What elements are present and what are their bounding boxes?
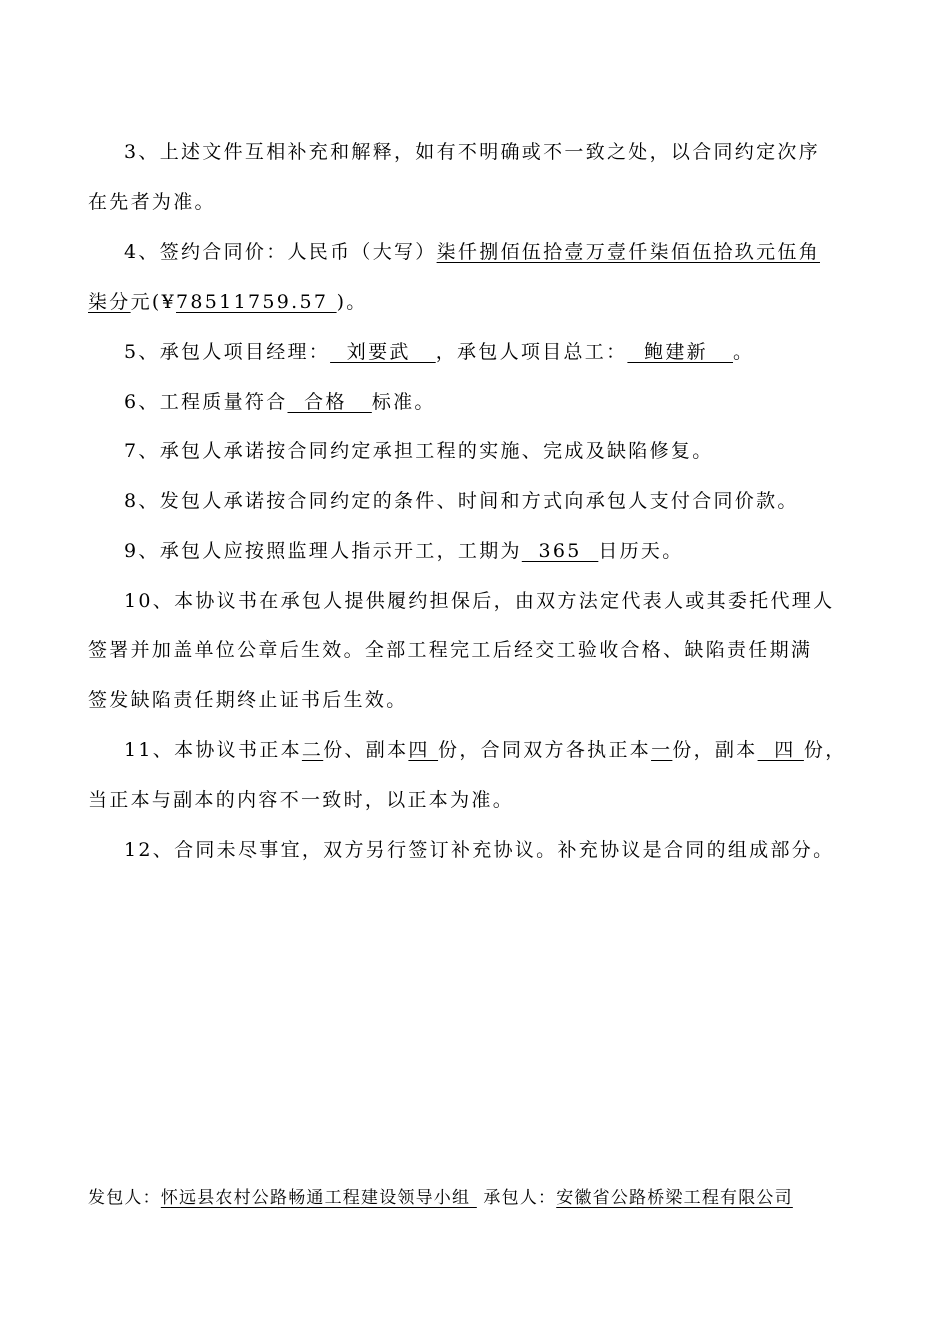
clause-4-suffix: )。 — [336, 291, 368, 313]
signature-line — [88, 1184, 793, 1212]
clause-8: 8、发包人承诺按合同约定的条件、时间和方式向承包人支付合同价款。 — [124, 490, 799, 512]
clause-11-line-2: 当正本与副本的内容不一致时，以正本为准。 — [88, 789, 515, 811]
clause-9 — [124, 537, 684, 565]
clause-11-part-4: 份，副本 — [672, 739, 758, 761]
clause-5 — [124, 338, 754, 366]
construction-duration: 365 — [521, 540, 599, 562]
clause-11-part-3: 份，合同双方各执正本 — [438, 739, 652, 761]
clause-11-part-2: 份、副本 — [323, 739, 409, 761]
clause-10-line-2: 签署并加盖单位公章后生效。全部工程完工后经交工验收合格、缺陷责任期满 — [88, 639, 813, 661]
chief-engineer-name: 鲍建新 — [627, 341, 734, 363]
clause-10-line-3: 签发缺陷责任期终止证书后生效。 — [88, 689, 408, 711]
duplicate-copies-count: 四 — [408, 739, 439, 761]
duplicate-each-count: 四 — [757, 739, 804, 761]
clause-12: 12、合同未尽事宜，双方另行签订补充协议。补充协议是合同的组成部分。 — [124, 839, 835, 861]
original-copies-count: 二 — [301, 739, 324, 761]
employer-label: 发包人： — [88, 1188, 161, 1208]
clause-7: 7、承包人承诺按合同约定承担工程的实施、完成及缺陷修复。 — [124, 440, 714, 462]
clause-11-part-1: 11、本协议书正本 — [124, 739, 302, 761]
clause-6-suffix: 标准。 — [371, 391, 436, 413]
employer-name: 怀远县农村公路畅通工程建设领导小组 — [160, 1188, 477, 1208]
clause-10-line-1: 10、本协议书在承包人提供履约担保后，由双方法定代表人或其委托代理人 — [124, 590, 835, 612]
clause-4-mid: 元(¥ — [130, 291, 177, 313]
clause-11-line-1 — [124, 736, 847, 764]
clause-3-line-2: 在先者为准。 — [88, 191, 216, 213]
contractor-label: 承包人： — [476, 1188, 557, 1208]
clause-4-prefix: 4、签约合同价：人民币（大写） — [124, 241, 437, 263]
clause-5-prefix: 5、承包人项目经理： — [124, 341, 331, 363]
clause-6 — [124, 388, 436, 416]
contract-price-number: 78511759.57 — [176, 291, 337, 313]
original-each-count: 一 — [651, 739, 673, 761]
contract-price-upper-1: 柒仟捌佰伍拾壹万壹仟柒佰伍拾玖元伍角 — [436, 241, 820, 263]
contract-price-upper-2: 柒分 — [88, 291, 131, 313]
clause-4-line-2 — [88, 288, 368, 316]
clause-4-line-1 — [124, 238, 820, 266]
clause-9-suffix: 日历天。 — [598, 540, 684, 562]
clause-11-part-5: 份， — [803, 739, 847, 761]
quality-standard: 合格 — [287, 391, 372, 413]
clause-5-suffix: 。 — [733, 341, 755, 363]
clause-9-prefix: 9、承包人应按照监理人指示开工，工期为 — [124, 540, 522, 562]
clause-3-line-1: 3、上述文件互相补充和解释，如有不明确或不一致之处，以合同约定次序 — [124, 141, 820, 163]
contractor-name: 安徽省公路桥梁工程有限公司 — [556, 1188, 793, 1208]
project-manager-name: 刘要武 — [330, 341, 436, 363]
clause-6-prefix: 6、工程质量符合 — [124, 391, 288, 413]
clause-5-mid: ，承包人项目总工： — [435, 341, 628, 363]
